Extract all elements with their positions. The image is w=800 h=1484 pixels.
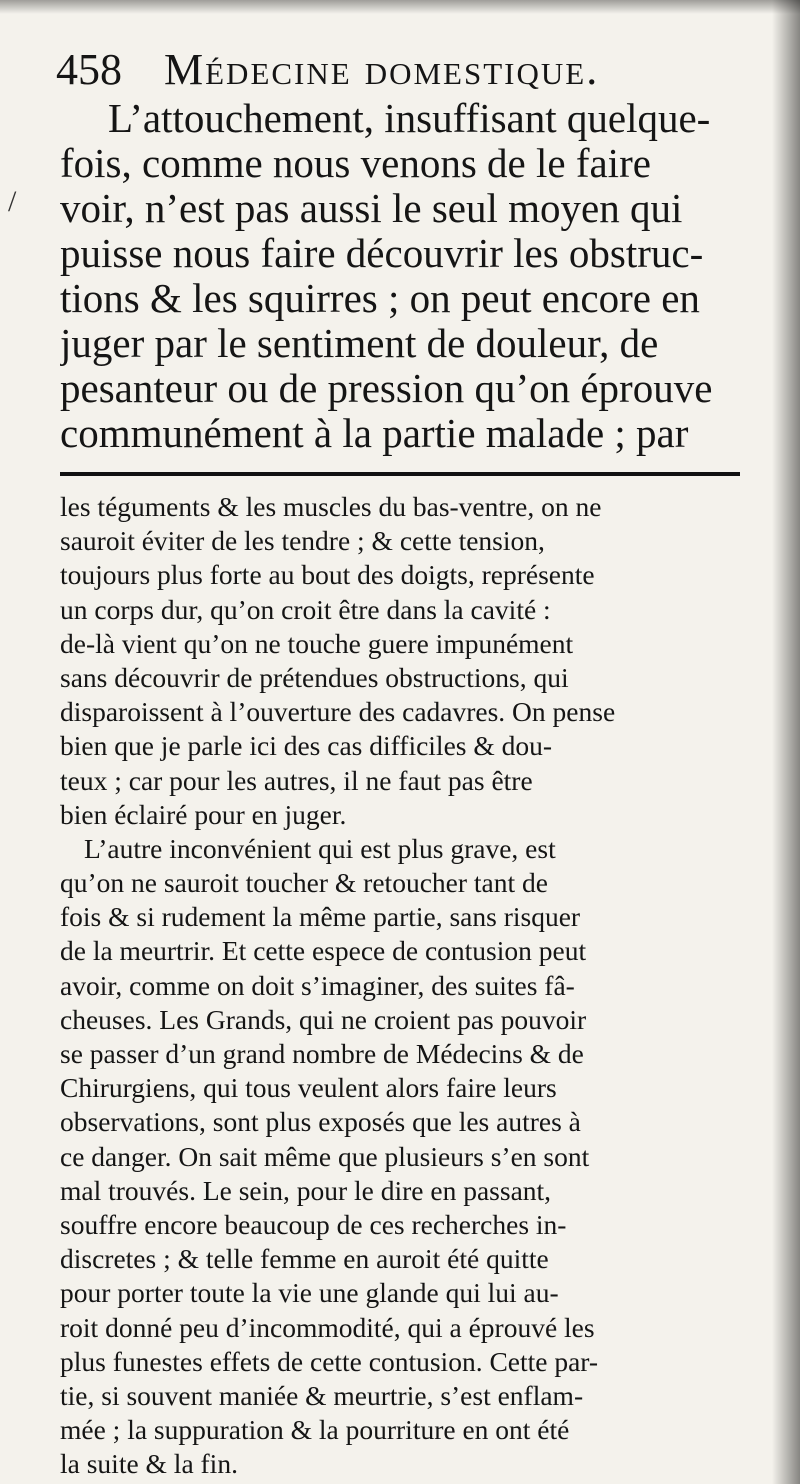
footnote-line: roit donné peu d’incommodité, qui a éprouvé les: [60, 1311, 595, 1343]
footnote-line: la suite & la fin.: [60, 1448, 238, 1480]
margin-mark: /: [8, 185, 17, 218]
main-text-line: communément à la partie malade ; par: [60, 411, 689, 456]
main-text-line: voir, n’est pas aussi le seul moyen qui: [60, 186, 683, 231]
footnote-line: pour porter toute la vie une glande qui lui au-: [60, 1277, 559, 1309]
footnote-line: sauroit éviter de les tendre ; & cette tension,: [60, 525, 545, 557]
running-title: Médecine domestique.: [164, 45, 600, 94]
main-text-line: pesanteur ou de pression qu’on éprouve: [60, 366, 713, 411]
main-text-line: tions & les squirres ; on peut encore en: [60, 276, 700, 321]
page-number: 458: [56, 45, 122, 94]
running-header: [56, 40, 746, 100]
footnote-line: souffre encore beaucoup de ces recherches in-: [60, 1208, 567, 1240]
footnote-line: mée ; la suppuration & la pourriture en ont été: [60, 1414, 570, 1446]
footnote-line: sans découvrir de prétendues obstructions, qui: [60, 661, 569, 693]
main-text-line: puisse nous faire découvrir les obstruc-: [60, 231, 704, 276]
page-gutter-shadow: [772, 0, 800, 1484]
footnote-line: plus funestes effets de cette contusion. Cette par-: [60, 1345, 599, 1377]
footnote-rule: [60, 472, 740, 476]
footnote-line: qu’on ne sauroit toucher & retoucher tant de: [60, 867, 548, 899]
footnote-text: [60, 490, 750, 1481]
footnote-line: avoir, comme on doit s’imaginer, des suites fâ-: [60, 969, 575, 1001]
footnote-line: toujours plus forte au bout des doigts, représente: [60, 559, 595, 591]
footnote-line: Chirurgiens, qui tous veulent alors faire leurs: [60, 1072, 557, 1104]
footnote-line: bien que je parle ici des cas difficiles & dou-: [60, 730, 553, 762]
footnote-line: disparoissent à l’ouverture des cadavres. On pense: [60, 696, 616, 728]
footnote-line: fois & si rudement la même partie, sans risquer: [60, 901, 581, 933]
main-text: [60, 96, 750, 456]
footnote-line: se passer d’un grand nombre de Médecins & de: [60, 1038, 584, 1069]
footnote-line: tie, si souvent maniée & meurtrie, s’est enflam-: [60, 1379, 584, 1411]
footnote-line: bien éclairé pour en juger.: [60, 798, 347, 830]
main-text-line: juger par le sentiment de douleur, de: [60, 321, 659, 366]
footnote-line: L’autre inconvénient qui est plus grave, est: [84, 832, 556, 864]
footnote-line: de-là vient qu’on ne touche guere impunément: [60, 627, 574, 659]
footnote-line: cheuses. Les Grands, qui ne croient pas pouvoir: [60, 1003, 587, 1035]
footnote-line: observations, sont plus exposés que les autres à: [60, 1106, 581, 1138]
footnote-line: teux ; car pour les autres, il ne faut pas être: [60, 764, 533, 796]
page-top-shadow: [0, 0, 800, 14]
footnote-line: les téguments & les muscles du bas-ventre, on ne: [60, 491, 602, 522]
main-text-line: fois, comme nous venons de le faire: [60, 141, 651, 186]
footnote-line: de la meurtrir. Et cette espece de contusion peut: [60, 935, 587, 967]
footnote-line: discretes ; & telle femme en auroit été quitte: [60, 1243, 549, 1275]
main-text-line: L’attouchement, insuffisant quelque-: [108, 96, 711, 141]
footnote-line: ce danger. On sait même que plusieurs s’en sont: [60, 1140, 590, 1172]
footnote-line: un corps dur, qu’on croit être dans la cavité :: [60, 593, 551, 625]
footnote-line: mal trouvés. Le sein, pour le dire en passant,: [60, 1174, 552, 1206]
